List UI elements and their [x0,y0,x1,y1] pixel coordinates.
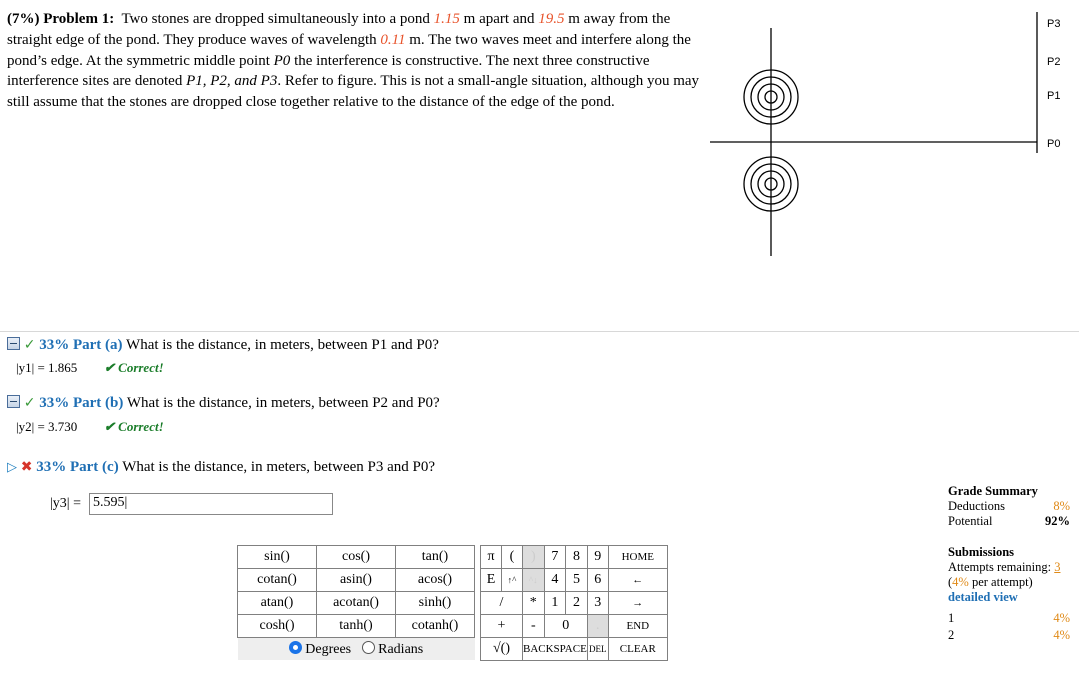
key-9[interactable]: 9 [587,546,608,569]
sqrt-key[interactable]: √() [481,638,523,661]
submission-deduction: 4% [1053,628,1070,642]
degrees-radio[interactable] [289,641,302,654]
divide-key[interactable]: / [481,592,523,615]
submission-row [948,611,1070,626]
problem-title: (7%) Problem 1: [7,11,115,27]
submission-number: 1 [948,611,955,625]
deductions-label: Deductions [948,499,1005,513]
p2-label: P2 [1047,56,1061,68]
cotanh-button[interactable]: cotanh() [396,615,475,638]
p3-label: P3 [1047,18,1061,30]
degrees-label: Degrees [305,641,352,657]
part-a-question: What is the distance, in meters, between P1 and P0? [126,337,439,353]
key-4[interactable]: 4 [544,569,566,592]
part-b-answer: |y2| = 3.730 [16,419,78,434]
submission-row [948,628,1070,643]
left-arrow-key[interactable]: ← [608,569,667,592]
key-7[interactable]: 7 [544,546,566,569]
part-c-question: What is the distance, in meters, between P3 and P0? [122,459,436,475]
cosh-button[interactable]: cosh() [238,615,317,638]
cos-button[interactable]: cos() [317,546,396,569]
per-attempt: (4% per attempt) [948,575,1033,589]
backspace-key[interactable]: BACKSPACE [523,638,588,661]
submission-number: 2 [948,628,955,642]
key-6[interactable]: 6 [587,569,608,592]
problem-statement [7,9,707,113]
part-a-answer: |y1| = 1.865 [16,360,78,375]
attempts-value: 3 [1054,560,1061,574]
minus-key[interactable]: - [523,615,545,638]
grade-summary-title: Grade Summary [948,484,1038,498]
p0-label: P0 [1047,138,1061,150]
p-list: P1, P2, and P3 [186,73,278,90]
decimal-key[interactable]: . [587,615,608,638]
part-a-status: ✔ Correct! [104,360,164,375]
radians-radio[interactable] [362,641,375,654]
deductions-row [948,499,1070,514]
acos-button[interactable]: acos() [396,569,475,592]
pi-key[interactable]: π [481,546,502,569]
close-paren-key[interactable]: ) [523,546,545,569]
potential-label: Potential [948,514,993,528]
power-up-key[interactable]: ↑^ [502,569,523,592]
collapse-icon[interactable] [7,395,20,408]
acotan-button[interactable]: acotan() [317,592,396,615]
submission-deduction: 4% [1053,611,1070,625]
part-a-header[interactable] [7,337,439,354]
asin-button[interactable]: asin() [317,569,396,592]
key-5[interactable]: 5 [566,569,588,592]
part-a-label: Part (a) [72,337,123,353]
key-0[interactable]: 0 [544,615,587,638]
home-key[interactable]: HOME [608,546,667,569]
problem-text-3: m away from the straight edge of the pond. They produce waves of wavelength [7,11,671,48]
part-c-label: Part (c) [69,459,119,475]
end-key[interactable]: END [608,615,667,638]
delete-key[interactable]: DEL [587,638,608,661]
key-3[interactable]: 3 [587,592,608,615]
atan-button[interactable]: atan() [238,592,317,615]
separation-value: 1.15 [433,11,460,27]
part-b-label: Part (b) [72,395,124,411]
attempts-label: Attempts remaining: [948,560,1052,574]
submissions-title: Submissions [948,545,1015,559]
check-icon: ✓ [23,337,36,353]
problem-text-6: . Refer to figure. This is not a small-angle situation, although you may still assume that the stones are dropped close together relative to the distance of the edge of the pond. [7,73,700,111]
problem-text-2: m apart and [459,11,539,27]
problem-text-1: Two stones are dropped simultaneously into a pond [121,11,434,27]
part-b-status: ✔ Correct! [104,419,164,434]
power-down-key[interactable]: ^↓ [523,569,545,592]
tan-button[interactable]: tan() [396,546,475,569]
key-1[interactable]: 1 [544,592,566,615]
cotan-button[interactable]: cotan() [238,569,317,592]
answer-label: |y3| = [50,496,82,511]
multiply-key[interactable]: * [523,592,545,615]
keypad [480,545,668,661]
right-arrow-key[interactable]: → [608,592,667,615]
sinh-button[interactable]: sinh() [396,592,475,615]
plus-key[interactable]: + [481,615,523,638]
part-b-header[interactable] [7,395,440,412]
expand-triangle-icon[interactable]: ▷ [7,460,17,475]
potential-row [948,514,1070,529]
radians-label: Radians [378,641,424,657]
per-attempt-pct: 4% [952,575,969,589]
sin-button[interactable]: sin() [238,546,317,569]
distance-value: 19.5 [538,11,565,27]
problem-text-4: m. The two waves meet and interfere along the pond’s edge. At the symmetric middle point [7,31,691,69]
answer-input[interactable]: 5.595| [89,493,333,515]
attempts-remaining [948,560,1070,575]
cross-icon: ✖ [20,459,33,475]
key-8[interactable]: 8 [566,546,588,569]
e-key[interactable]: E [481,569,502,592]
grade-summary [948,484,1070,643]
per-attempt-text: per attempt) [968,575,1033,589]
clear-key[interactable]: CLEAR [608,638,667,661]
part-c-weight: 33% [36,459,67,475]
part-c-header[interactable] [7,459,435,476]
p1-label: P1 [1047,90,1061,102]
deductions-value: 8% [1053,499,1070,513]
tanh-button[interactable]: tanh() [317,615,396,638]
check-icon: ✓ [23,395,36,411]
p0-symbol: P0 [273,52,291,69]
interference-figure [700,10,1075,260]
angle-mode [238,638,475,661]
part-b-question: What is the distance, in meters, between P2 and P0? [126,395,440,411]
problem-panel [0,0,1079,332]
detailed-view-link[interactable]: detailed view [948,590,1018,604]
part-b-weight: 33% [39,395,70,411]
collapse-icon[interactable] [7,337,20,350]
problem-text-5: the interference is constructive. The next three constructive interference sites are denoted [7,52,650,90]
open-paren-key[interactable]: ( [502,546,523,569]
wavelength-value: 0.11 [380,31,406,48]
function-keys [237,545,475,660]
part-a-weight: 33% [39,337,70,353]
key-2[interactable]: 2 [566,592,588,615]
potential-value: 92% [1045,514,1070,528]
